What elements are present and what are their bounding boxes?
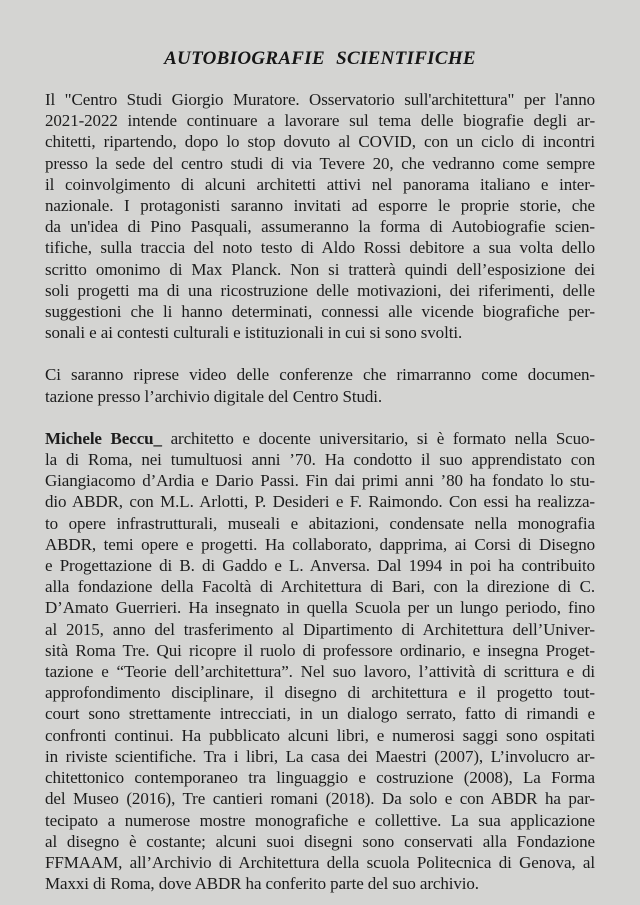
text-line: alla fondazione della Facoltà di Architettura di Bari, con la direzione di C. [45, 577, 595, 597]
text-line: suggestioni che li hanno determinati, connessi alle vicende biografiche per- [45, 302, 595, 322]
document-body [45, 89, 595, 894]
text-line: chitetti, ripartendo, dopo lo stop dovuto al COVID, con un ciclo di incontri [45, 132, 595, 152]
document-title: AUTOBIOGRAFIE SCIENTIFICHE [164, 48, 476, 69]
text-line: Ci saranno riprese video delle conferenze che rimarranno come documen- [45, 365, 595, 385]
text-line: del Museo (2016), Tre cantieri romani (2018). Da solo e con ABDR ha par- [45, 789, 595, 809]
text-line: Giangiacomo d’Ardia e Dario Passi. Fin dai primi anni ’80 ha fondato lo stu- [45, 471, 595, 491]
text-line: tecipato a numerose mostre monografiche e collettive. La sua applicazione [45, 810, 595, 830]
text-line: court sono strettamente intrecciati, in un dialogo serrato, fatto di rimandi e [45, 704, 595, 724]
text-line: D’Amato Guerrieri. Ha insegnato in quella Scuola per un lungo periodo, fino [45, 598, 595, 618]
text-line [45, 428, 595, 449]
text-line: FFMAAM, all’Archivio di Architettura della scuola Politecnica di Genova, al [45, 852, 595, 872]
text-line: sonali e ai contesti culturali e istituzionali in cui si sono svolti. [45, 323, 463, 343]
text-line: tazione presso l’archivio digitale del Centro Studi. [45, 386, 383, 406]
text-line: soli progetti ma di una ricostruzione delle motivazioni, dei riferimenti, delle [45, 280, 595, 300]
text-line: il coinvolgimento di alcuni architetti attivi nel panorama italiano e inter- [45, 174, 595, 194]
text-line: Il "Centro Studi Giorgio Muratore. Osservatorio sull'architettura" per l'anno [45, 90, 595, 109]
text-line: chitettonico contemporaneo tra linguaggio e costruzione (2008), La Forma [45, 768, 595, 788]
text-line: al 2015, anno del trasferimento al Dipartimento di Architettura dell’Univer- [45, 619, 595, 639]
text-line: sità Roma Tre. Qui ricopre il ruolo di professore ordinario, e insegna Proget- [45, 640, 595, 660]
text-line: la di Roma, nei tumultuosi anni ’70. Ha condotto il suo apprendistato con [45, 450, 595, 470]
text-line: to opere infrastrutturali, museali e abitazioni, condensate nella monografia [45, 513, 595, 533]
text-line: tifiche, sulla traccia del noto testo di Aldo Rossi debitore a sua volta dello [45, 238, 595, 258]
paragraph [45, 428, 595, 894]
text-line: 2021-2022 intende continuare a lavorare sul tema delle biografie degli ar- [45, 111, 595, 131]
text-line: in riviste scientifiche. Tra i libri, La casa dei Maestri (2007), L’involucro ar- [45, 746, 595, 766]
text-line: scritto omonimo di Max Planck. Non si tratterà quindi dell’esposizione dei [45, 259, 595, 279]
text-line: tazione e “Teorie dell’architettura”. Nel suo lavoro, l’attività di scrittura e di [45, 662, 595, 682]
text-line-content: architetto e docente universitario, si è formato nella Scuo- [161, 428, 595, 448]
person-name: Michele Beccu_ [45, 428, 162, 448]
text-line: confronti continui. Ha pubblicato alcuni libri, e numerosi saggi sono ospitati [45, 725, 595, 745]
text-line: dio ABDR, con M.L. Arlotti, P. Desideri e F. Raimondo. Con essi ha realizza- [45, 492, 595, 512]
text-line: Maxxi di Roma, dove ABDR ha conferito parte del suo archivio. [45, 874, 479, 894]
text-line: nazionale. I protagonisti saranno invitati ad esporre le proprie storie, che [45, 196, 595, 216]
text-line: approfondimento disciplinare, il disegno di architettura e il progetto tout- [45, 683, 595, 703]
paragraph [45, 364, 595, 406]
paragraph [45, 89, 595, 343]
text-line: presso la sede del centro studi di via Tevere 20, che vedranno come sempre [45, 153, 595, 173]
text-line: e Progettazione di B. di Gaddo e L. Anversa. Dal 1994 in poi ha contribuito [45, 556, 595, 576]
text-line: al disegno è costante; alcuni suoi disegni sono conservati alla Fondazione [45, 831, 595, 851]
text-line: ABDR, temi opere e progetti. Ha collaborato, dapprima, ai Corsi di Disegno [45, 534, 595, 554]
text-line: da un'idea di Pino Pasquali, assumeranno la forma di Autobiografie scien- [45, 217, 595, 237]
